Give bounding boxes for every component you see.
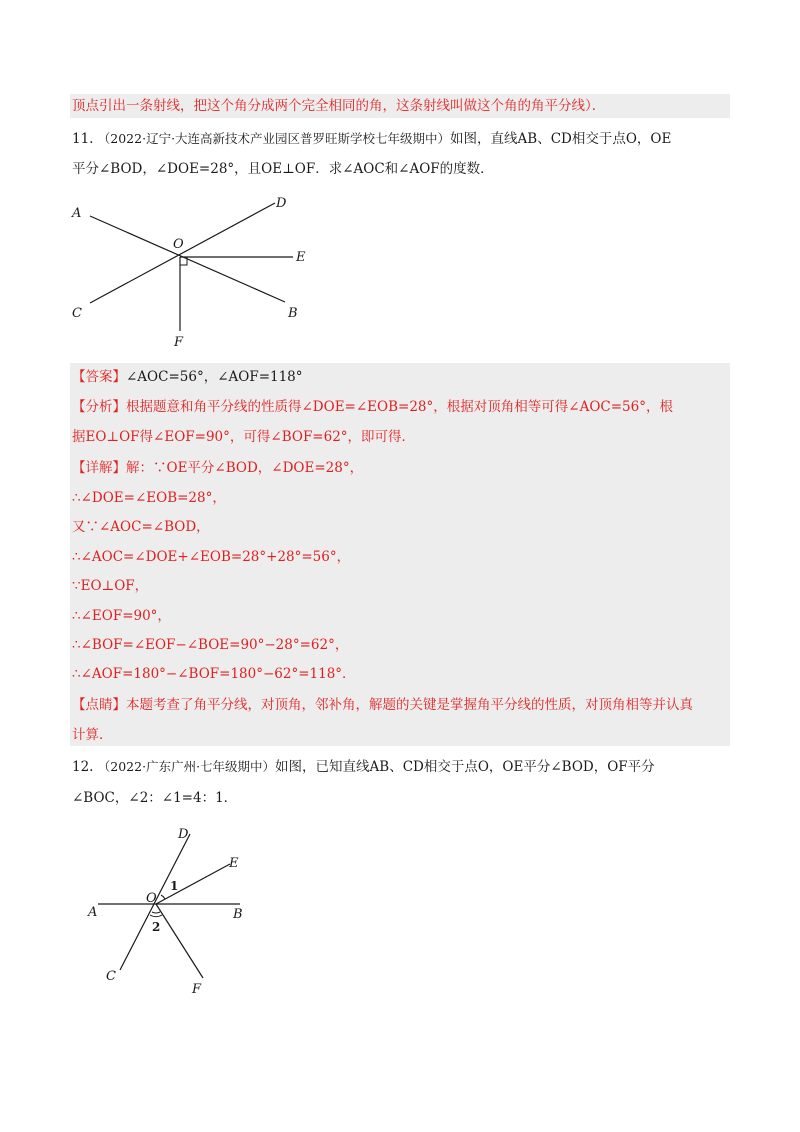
answer-line [72, 367, 303, 387]
detail-step: ∴∠AOC=∠DOE+∠EOB=28°+28°=56°， [72, 549, 351, 565]
q12-text-1: 如图，已知直线AB、CD相交于点O，OE平分∠BOD，OF平分 [275, 759, 655, 775]
label-D: D [276, 196, 287, 211]
analysis-tag: 【分析】 [72, 399, 126, 415]
q11-line2: 平分∠BOD，∠DOE=28°，且OE⊥OF．求∠AOC和∠AOF的度数． [72, 161, 494, 177]
comment-text-1: 本题考查了角平分线，对顶角，邻补角，解题的关键是掌握角平分线的性质，对顶角相等并认真 [126, 697, 693, 713]
label-E: E [229, 856, 239, 871]
top-note: 顶点引出一条射线，把这个角分成两个完全相同的角，这条射线叫做这个角的角平分线）． [72, 98, 606, 114]
label-F: F [192, 982, 202, 997]
analysis-line1 [72, 397, 673, 417]
angle-1-arc [161, 895, 165, 899]
comment-line1 [72, 695, 693, 715]
comment-tag: 【点睛】 [72, 697, 126, 713]
q12-figure [80, 820, 270, 1000]
answer-tag: 【答案】 [72, 369, 126, 385]
detail-step: ∴∠EOF=90°， [72, 608, 171, 624]
q11-text-1: 如图，直线AB、CD相交于点O，OE [450, 131, 672, 147]
label-D: D [178, 827, 189, 842]
detail-text-1: 解：∵OE平分∠BOD，∠DOE=28°， [126, 460, 364, 476]
detail-step: ∴∠BOF=∠EOF−∠BOE=90°−28°=62°， [72, 637, 349, 653]
q12-number: 12. [72, 759, 94, 775]
label-A: A [72, 206, 82, 221]
q11-line1 [72, 129, 671, 149]
label-2: 2 [152, 920, 161, 934]
label-1: 1 [170, 879, 179, 893]
angle-2-arc-inner [152, 912, 160, 913]
label-E: E [296, 250, 306, 265]
label-C: C [106, 969, 116, 984]
label-F: F [174, 335, 184, 350]
label-O: O [146, 891, 157, 906]
answer-text: ∠AOC=56°，∠AOF=118° [126, 369, 303, 385]
angle-2-arc [150, 915, 162, 917]
detail-step: ∵EO⊥OF， [72, 578, 149, 594]
label-B: B [233, 907, 243, 922]
q12-line2: ∠BOC，∠2：∠1=4：1． [72, 790, 238, 806]
label-C: C [72, 306, 82, 321]
detail-step: 又∵∠AOC=∠BOD， [72, 519, 210, 535]
q12-source: （2022·广东广州·七年级期中） [97, 759, 276, 774]
q11-figure [60, 190, 330, 350]
label-A: A [88, 905, 98, 920]
detail-tag: 【详解】 [72, 460, 126, 476]
detail-step: ∴∠AOF=180°−∠BOF=180°−62°=118°． [72, 666, 356, 682]
analysis-text-1: 根据题意和角平分线的性质得∠DOE=∠EOB=28°，根据对顶角相等可得∠AOC=56°，根 [126, 399, 673, 415]
detail-step: ∴∠DOE=∠EOB=28°， [72, 490, 226, 506]
ray-OF [156, 904, 203, 978]
q12-line1 [72, 757, 655, 777]
comment-line2: 计算． [72, 727, 113, 743]
label-B: B [288, 306, 298, 321]
ray-OE [156, 864, 230, 904]
line-CD [90, 203, 275, 303]
detail-line1 [72, 458, 363, 478]
label-O: O [173, 237, 184, 252]
q11-number: 11. [72, 131, 94, 147]
q11-source: （2022·辽宁·大连高新技术产业园区普罗旺斯学校七年级期中） [97, 131, 451, 146]
analysis-line2: 据EO⊥OF得∠EOF=90°，可得∠BOF=62°，即可得． [72, 429, 416, 445]
